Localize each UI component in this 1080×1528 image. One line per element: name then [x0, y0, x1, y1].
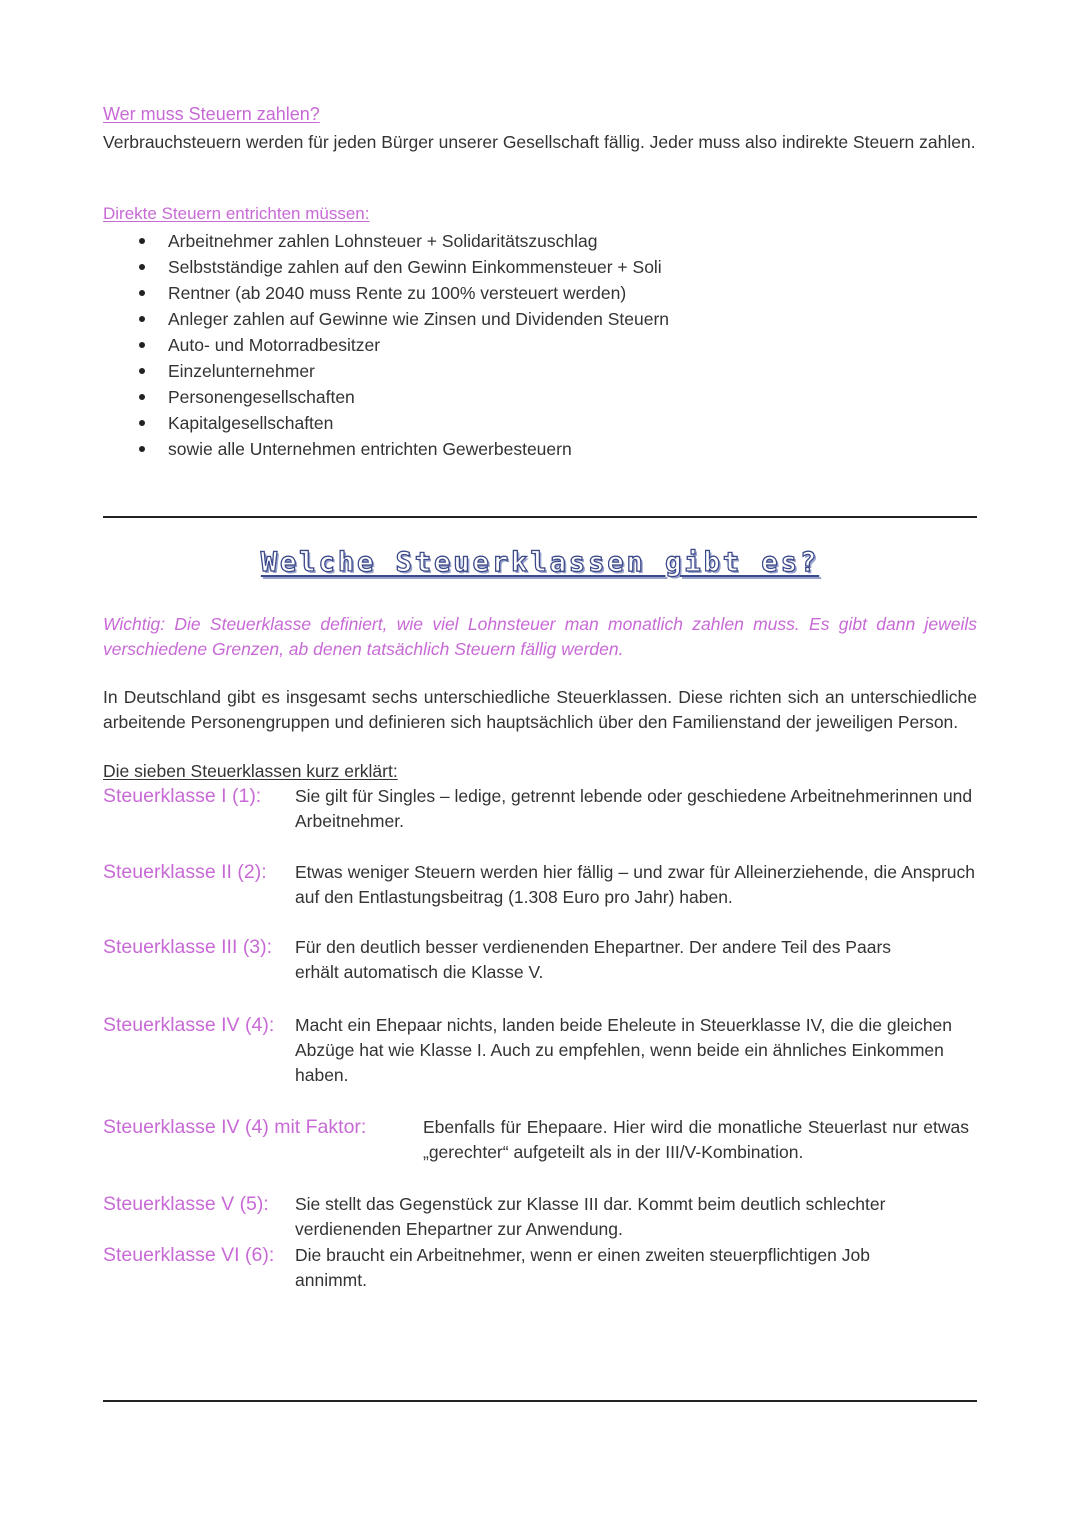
tax-classes-intro: In Deutschland gibt es insgesamt sechs unterschiedliche Steuerklassen. Diese richten sich an unterschiedliche arbeitende Personengruppen und definieren sich hauptsächlich über den Familienstand der jeweiligen Person. — [103, 687, 977, 732]
tax-class-label: Steuerklasse II (2): — [103, 861, 267, 883]
important-note: Wichtig: Die Steuerklasse definiert, wie viel Lohnsteuer man monatlich zahlen muss. Es gibt dann jeweils verschiedene Grenzen, ab denen tatsächlich Steuern fällig werden. — [103, 614, 977, 659]
list-item: Kapitalgesellschaften — [103, 410, 669, 436]
direct-taxes-heading: Direkte Steuern entrichten müssen: — [103, 204, 370, 223]
direct-taxes-list — [103, 228, 669, 462]
tax-class-label: Steuerklasse I (1): — [103, 785, 262, 807]
tax-classes-list-heading: Die sieben Steuerklassen kurz erklärt: — [103, 761, 398, 781]
tax-class-description: Für den deutlich besser verdienenden Ehepartner. Der andere Teil des Paars erhält automatisch die Klasse V. — [295, 937, 892, 982]
list-item: Rentner (ab 2040 muss Rente zu 100% versteuert werden) — [103, 280, 669, 306]
tax-class-description: Sie gilt für Singles – ledige, getrennt lebende oder geschiedene Arbeitnehmerinnen und Arbeitnehmer. — [295, 786, 973, 831]
list-item: Einzelunternehmer — [103, 358, 669, 384]
list-item: Auto- und Motorradbesitzer — [103, 332, 669, 358]
list-item: Personengesellschaften — [103, 384, 669, 410]
tax-class-label: Steuerklasse III (3): — [103, 936, 273, 958]
bottom-divider — [103, 1400, 977, 1402]
list-item: Selbstständige zahlen auf den Gewinn Einkommensteuer + Soli — [103, 254, 669, 280]
section-divider — [103, 516, 977, 518]
section-title: Welche Steuerklassen gibt es? — [260, 547, 820, 578]
tax-class-label: Steuerklasse IV (4) mit Faktor: — [103, 1116, 367, 1138]
list-item: Anleger zahlen auf Gewinne wie Zinsen und Dividenden Steuern — [103, 306, 669, 332]
tax-class-description: Die braucht ein Arbeitnehmer, wenn er einen zweiten steuerpflichtigen Job annimmt. — [295, 1245, 870, 1290]
list-item: sowie alle Unternehmen entrichten Gewerbesteuern — [103, 436, 669, 462]
who-pays-heading: Wer muss Steuern zahlen? — [103, 104, 320, 124]
tax-class-description: Etwas weniger Steuern werden hier fällig – und zwar für Alleinerziehende, die Anspruch auf den Entlastungsbeitrag (1.308 Euro pro Jahr) haben. — [295, 862, 975, 907]
tax-class-label: Steuerklasse IV (4): — [103, 1014, 275, 1036]
who-pays-intro: Verbrauchsteuern werden für jeden Bürger unserer Gesellschaft fällig. Jeder muss also indirekte Steuern zahlen. — [103, 132, 976, 152]
tax-class-description: Macht ein Ehepaar nichts, landen beide Eheleute in Steuerklasse IV, die die gleichen Abzüge hat wie Klasse I. Auch zu empfehlen, wenn beide ein ähnliches Einkommen haben. — [295, 1015, 953, 1085]
tax-class-description: Sie stellt das Gegenstück zur Klasse III dar. Kommt beim deutlich schlechter verdienenden Ehepartner zur Anwendung. — [295, 1194, 886, 1239]
list-item: Arbeitnehmer zahlen Lohnsteuer + Solidaritätszuschlag — [103, 228, 669, 254]
tax-class-label: Steuerklasse V (5): — [103, 1193, 269, 1215]
tax-class-description: Ebenfalls für Ehepaare. Hier wird die monatliche Steuerlast nur etwas „gerechter“ aufgeteilt als in der III/V-Kombination. — [423, 1117, 969, 1162]
tax-class-label: Steuerklasse VI (6): — [103, 1244, 275, 1266]
